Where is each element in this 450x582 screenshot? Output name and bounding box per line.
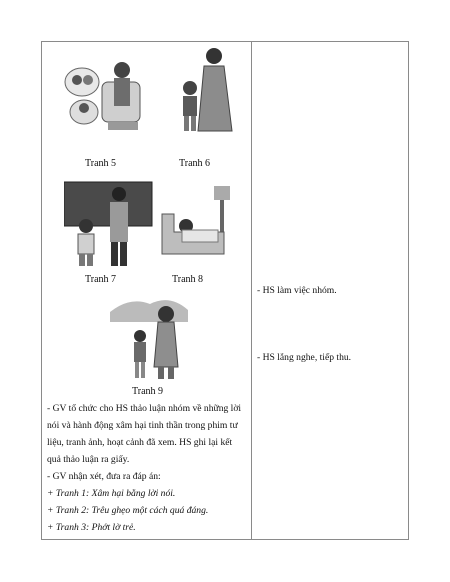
caption-tranh8: Tranh 8 [172, 274, 204, 285]
paragraph-line: liệu, tranh ảnh, hoạt cảnh đã xem. HS ghi lại kết [47, 437, 233, 448]
illustration-tranh9 [110, 292, 190, 380]
answer-item: + Tranh 1: Xâm hại bằng lời nói. [47, 488, 176, 499]
illustration-tranh7 [64, 180, 154, 268]
paragraph-line: nói và hành động xâm hại tinh thần trong phim tư [47, 420, 238, 431]
paragraph-line: - GV tổ chức cho HS thảo luận nhóm về những lời [47, 403, 242, 414]
illustration-tranh5 [62, 52, 152, 137]
lesson-table [41, 41, 409, 540]
caption-tranh9: Tranh 9 [132, 386, 164, 397]
paragraph-line: quả thảo luận ra giấy. [47, 454, 130, 465]
student-activity-1: - HS làm việc nhóm. [257, 285, 337, 296]
teacher-feedback: - GV nhận xét, đưa ra đáp án: [47, 471, 161, 482]
student-activity-2: - HS lắng nghe, tiếp thu. [257, 352, 352, 363]
illustration-tranh6 [172, 46, 242, 136]
illustration-tranh8 [154, 184, 239, 264]
answer-item: + Tranh 2: Trêu ghẹo một cách quá đáng. [47, 505, 209, 516]
answer-item: + Tranh 3: Phớt lờ trẻ. [47, 522, 136, 533]
caption-tranh7: Tranh 7 [85, 274, 117, 285]
caption-tranh6: Tranh 6 [179, 158, 211, 169]
caption-tranh5: Tranh 5 [85, 158, 117, 169]
column-divider [251, 42, 252, 539]
